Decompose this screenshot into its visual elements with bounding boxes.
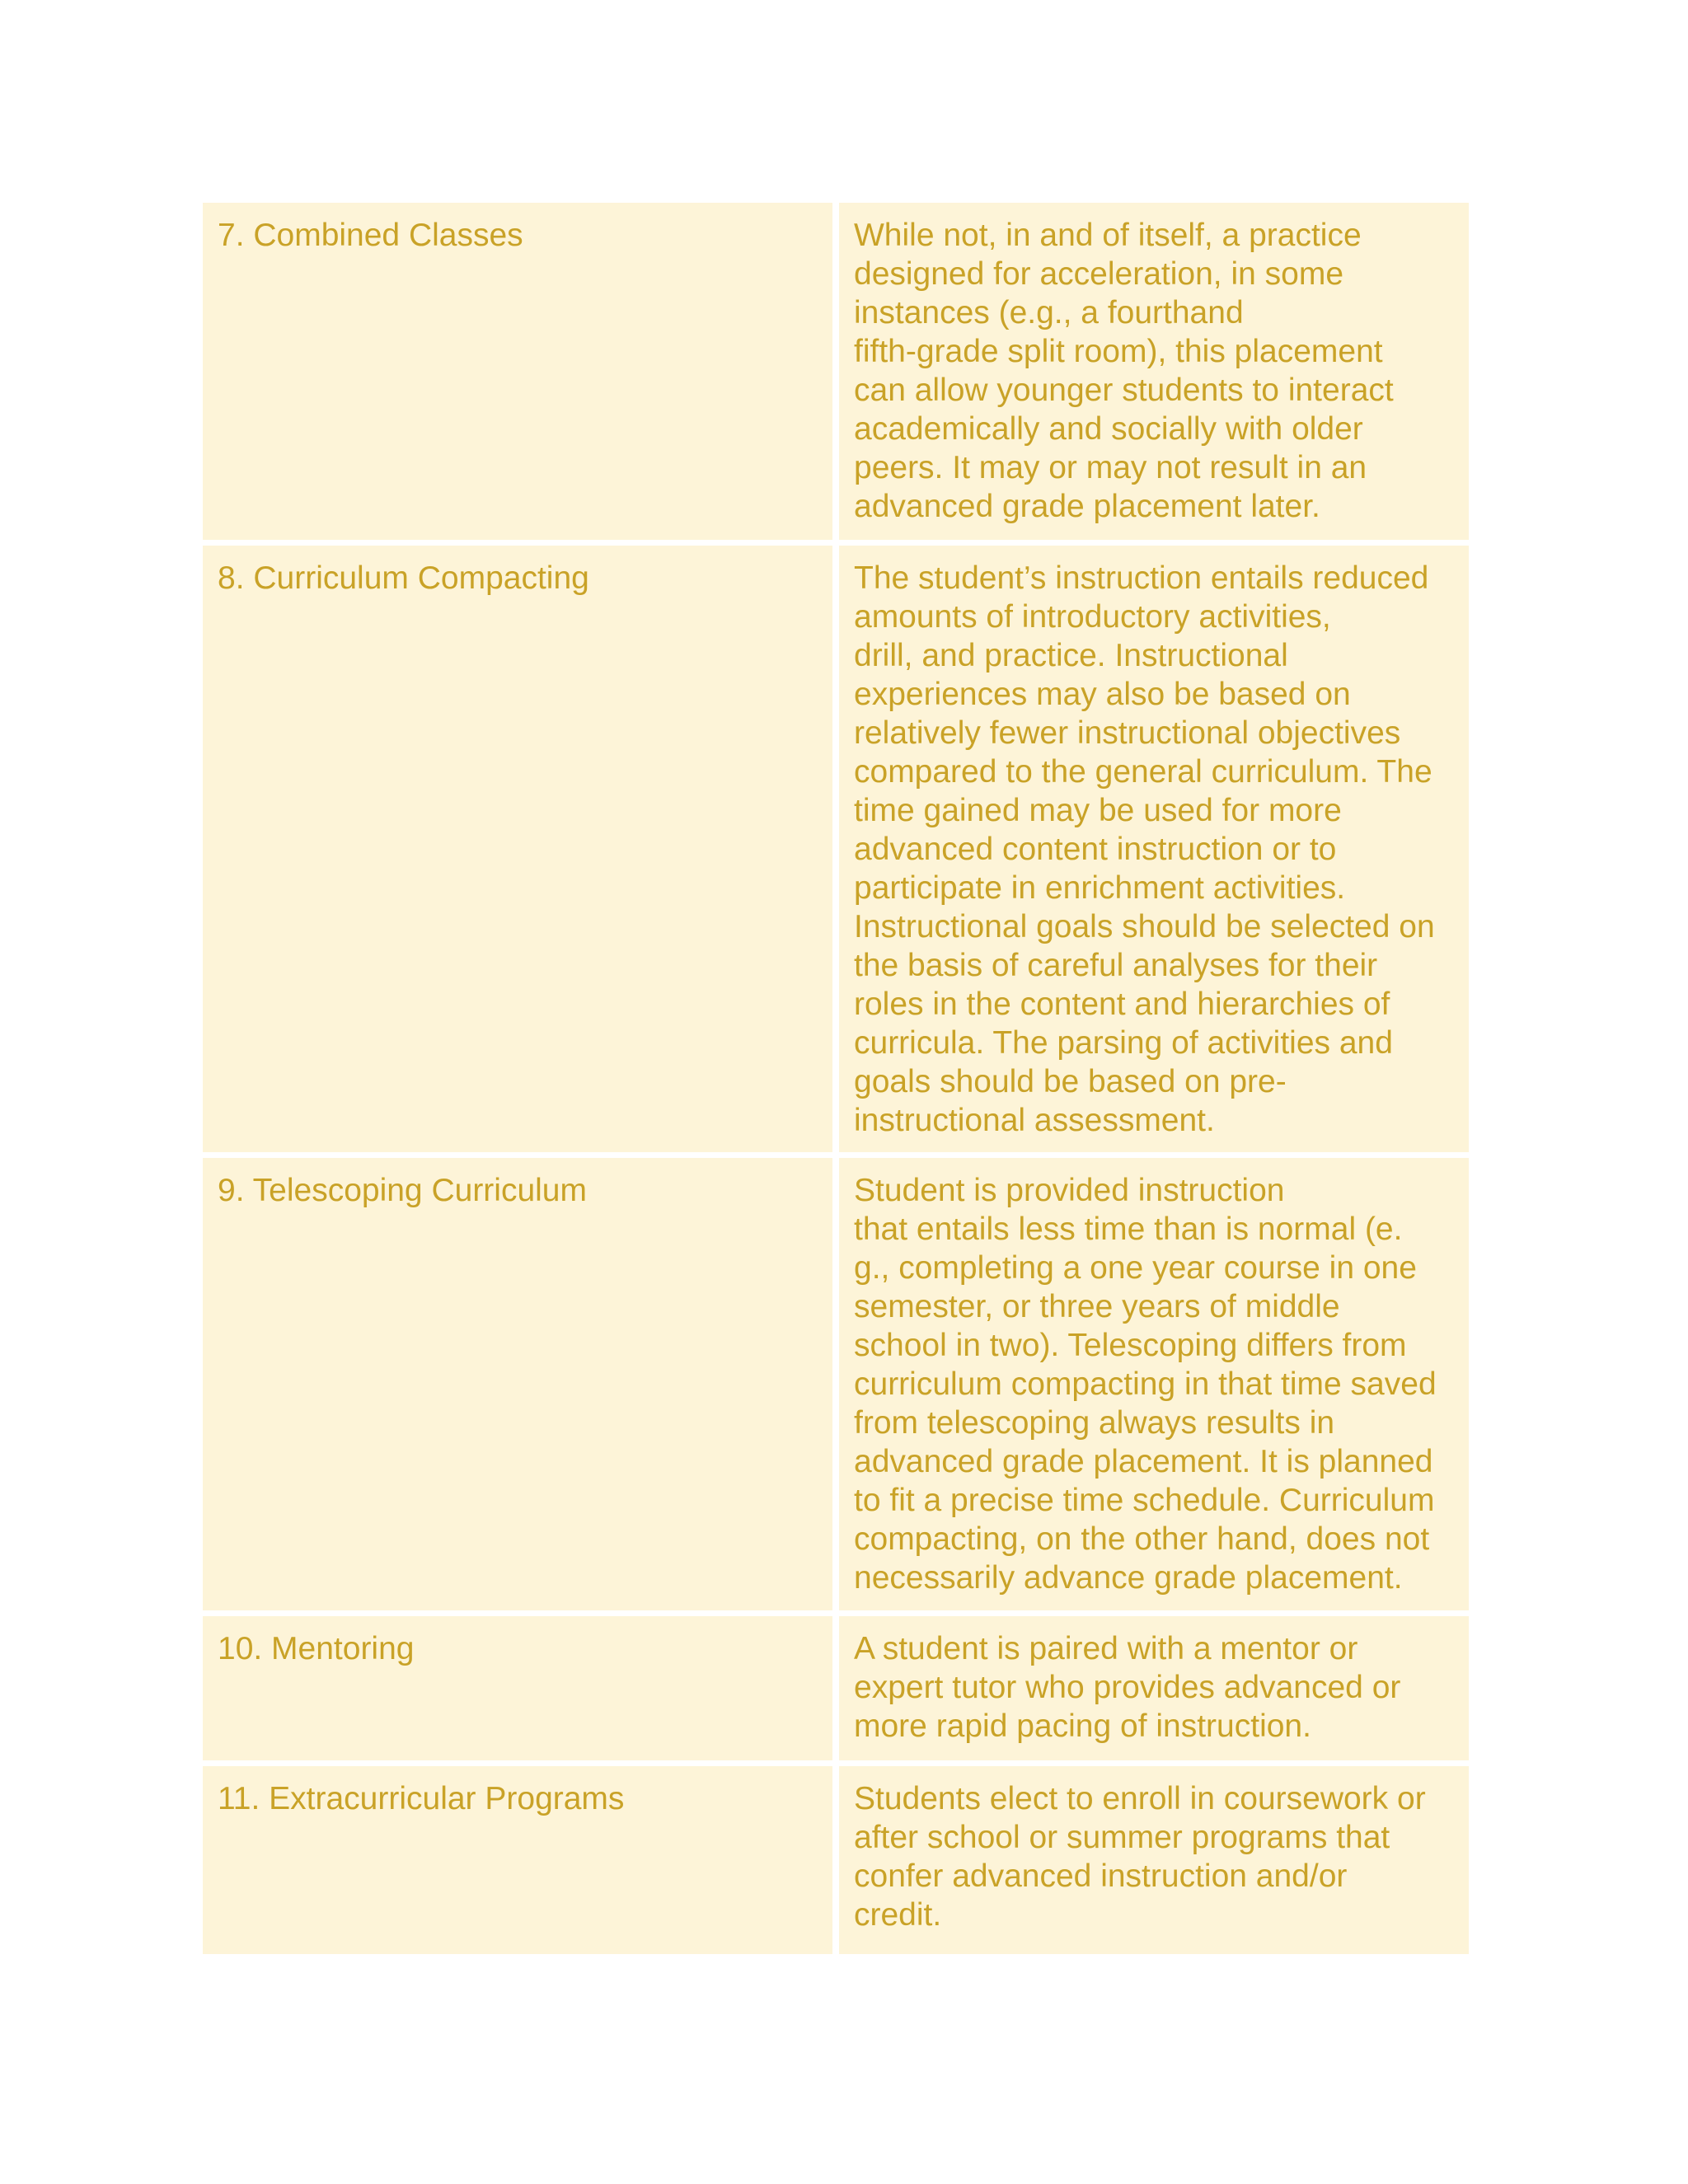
table-row [203,546,1469,1158]
acceleration-practices-table [203,203,1469,1954]
practice-term: 9. Telescoping Curriculum [203,1158,832,1616]
table-row [203,1616,1469,1766]
table-row [203,1158,1469,1616]
practice-term: 11. Extracurricular Programs [203,1766,832,1954]
table-row [203,1766,1469,1954]
practice-description: Students elect to enroll in coursework or after school or summer programs that confer advanced instruction and/or credit. [839,1766,1469,1954]
practice-description: A student is paired with a mentor or expert tutor who provides advanced or more rapid pacing of instruction. [839,1616,1469,1766]
practice-description: Student is provided instruction that entails less time than is normal (e. g., completing a one year course in one semester, or three years of middle school in two). Telescoping differs from curriculum compacting in that time saved from telescoping always results in advanced grade placement. It is planned to fit a precise time schedule. Curriculum compacting, on the other hand, does not necessarily advance grade placement. [839,1158,1469,1616]
table-row [203,203,1469,546]
practice-description: While not, in and of itself, a practice designed for acceleration, in some instances (e.g., a fourthand fifth-grade split room), this placement can allow younger students to interact academically and socially with older peers. It may or may not result in an advanced grade placement later. [839,203,1469,546]
practice-term: 10. Mentoring [203,1616,832,1766]
practice-description: The student’s instruction entails reduced amounts of introductory activities, drill, and practice. Instructional experiences may also be based on relatively fewer instructional objectives compared to the general curriculum. The time gained may be used for more advanced content instruction or to participate in enrichment activities. Instructional goals should be selected on the basis of careful analyses for their roles in the content and hierarchies of curricula. The parsing of activities and goals should be based on pre- instructional assessment. [839,546,1469,1158]
practice-term: 7. Combined Classes [203,203,832,546]
practice-term: 8. Curriculum Compacting [203,546,832,1158]
